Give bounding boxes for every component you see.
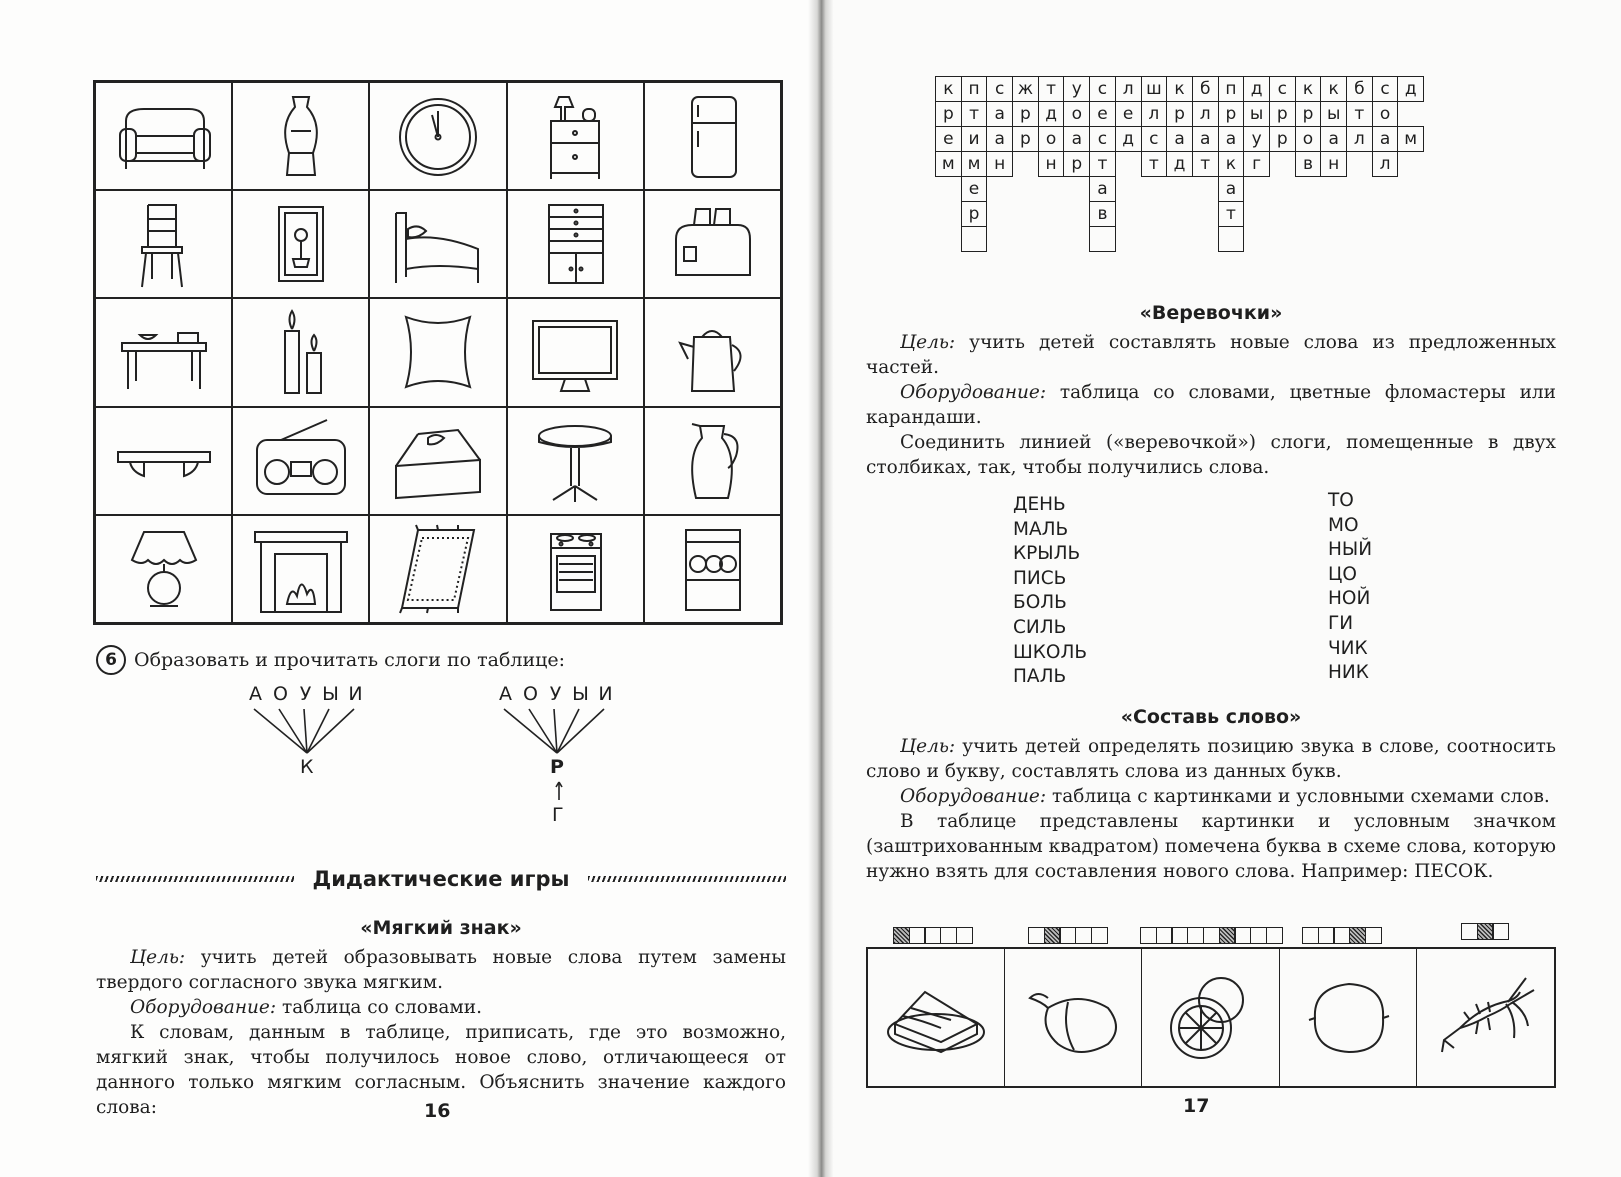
game2-body <box>866 330 1556 480</box>
crossword-cell <box>1269 177 1295 202</box>
furniture-picture-grid <box>93 80 783 625</box>
crossword-cell: у <box>1244 127 1270 152</box>
crossword-cell: в <box>1295 152 1321 177</box>
crossword-cell <box>1295 177 1321 202</box>
crossword-cell: ы <box>1244 102 1270 127</box>
word-part: СИЛЬ <box>1013 616 1067 638</box>
equipment-text: таблица с картинками и условными схемами слов. <box>1046 786 1550 807</box>
word-scheme-pie <box>893 927 972 944</box>
crossword-cell: т <box>1141 152 1167 177</box>
letter-crossword-grid <box>935 76 1424 252</box>
crossword-cell: ж <box>1013 77 1039 102</box>
crossword-cell <box>1244 227 1270 252</box>
framed-picture-picture <box>232 190 369 298</box>
crossword-row <box>936 177 1424 202</box>
crossword-cell: а <box>1090 177 1116 202</box>
crossword-cell: р <box>1269 127 1295 152</box>
radio-picture <box>232 407 369 515</box>
crossword-cell <box>1321 202 1347 227</box>
crossword-cell <box>1398 227 1424 252</box>
crossword-cell <box>1167 177 1193 202</box>
crossword-cell: к <box>1167 77 1193 102</box>
crossword-cell <box>1064 227 1090 252</box>
pillow-picture <box>369 298 506 406</box>
crossword-cell: н <box>1321 152 1347 177</box>
bed-picture <box>369 190 506 298</box>
crossword-cell: м <box>936 152 962 177</box>
crossword-cell: а <box>987 102 1013 127</box>
syllable-column-left <box>1013 493 1087 690</box>
crossword-cell: т <box>1038 77 1064 102</box>
crossword-cell <box>1038 177 1064 202</box>
crossword-cell <box>1295 202 1321 227</box>
crossword-cell: т <box>1218 202 1244 227</box>
candles-picture <box>232 298 369 406</box>
instruction-paragraph: Соединить линией («веревочкой») слоги, помещенные в двух столбиках, так, чтобы получились слова. <box>866 432 1556 478</box>
dishwasher-picture <box>644 515 781 623</box>
word-scheme-crayfish <box>1461 923 1508 940</box>
crossword-cell <box>1090 227 1116 252</box>
crossword-cell <box>1347 227 1373 252</box>
vowel-row-left <box>243 683 368 705</box>
crossword-cell: е <box>961 177 987 202</box>
word-picture-row <box>866 947 1556 1088</box>
equipment-paragraph <box>866 380 1556 430</box>
crossword-cell <box>1038 202 1064 227</box>
crossword-cell: с <box>1269 77 1295 102</box>
crossword-cell <box>987 202 1013 227</box>
arrow-up-g <box>554 780 564 802</box>
crossword-cell: а <box>1218 127 1244 152</box>
vowel-y: Ы <box>572 683 589 705</box>
word-part: ПИСЬ <box>1013 567 1067 589</box>
vowel-row-right <box>493 683 618 705</box>
crossword-cell <box>1398 152 1424 177</box>
crossword-cell <box>1295 227 1321 252</box>
crossword-cell: р <box>1218 102 1244 127</box>
crossword-cell: л <box>1372 152 1398 177</box>
crossword-cell: у <box>1064 77 1090 102</box>
crossword-cell <box>1192 227 1218 252</box>
crossword-cell: а <box>1218 177 1244 202</box>
crossword-cell <box>1372 177 1398 202</box>
instruction-paragraph: К словам, данным в таблице, приписать, где это возможно, мягкий знак, чтобы получилось новое слово, отличающееся от данного только мягким согласным. Объяснить значение каждого слова: <box>96 1022 786 1118</box>
chair-picture <box>95 190 232 298</box>
crossword-cell <box>1038 227 1064 252</box>
crossword-cell <box>1347 202 1373 227</box>
crossword-cell: р <box>1013 102 1039 127</box>
crossword-cell: р <box>936 102 962 127</box>
section-didactic-games <box>96 862 786 896</box>
game-title-soft-sign: «Мягкий знак» <box>360 917 522 939</box>
pie-picture <box>868 949 1005 1086</box>
arrows-left <box>240 705 375 755</box>
vowel-u: У <box>299 683 312 705</box>
crossword-cell: т <box>961 102 987 127</box>
word-part: ТО <box>1328 490 1354 511</box>
vowel-i: И <box>598 683 613 705</box>
page-number-left: 16 <box>424 1100 451 1122</box>
crossword-row <box>936 227 1424 252</box>
crossword-cell: л <box>1192 102 1218 127</box>
crossword-cell <box>1321 177 1347 202</box>
crossword-cell <box>1064 177 1090 202</box>
word-part: НЫЙ <box>1328 539 1373 561</box>
goal-paragraph <box>866 330 1556 380</box>
crossword-cell: р <box>1295 102 1321 127</box>
crossword-cell: к <box>936 77 962 102</box>
consonant-g: Г <box>552 804 564 826</box>
equipment-label: Оборудование: <box>900 786 1047 807</box>
crossword-cell <box>1115 202 1141 227</box>
crossword-cell <box>1013 152 1039 177</box>
crossword-cell <box>987 227 1013 252</box>
vowel-y: Ы <box>322 683 339 705</box>
word-scheme-lemon <box>1302 927 1381 944</box>
crossword-row <box>936 102 1424 127</box>
crossword-cell: к <box>1321 77 1347 102</box>
crossword-cell <box>1269 152 1295 177</box>
crossword-cell: о <box>1295 127 1321 152</box>
crossword-cell: б <box>1347 77 1373 102</box>
crossword-cell <box>1398 102 1424 127</box>
crossword-cell: р <box>961 202 987 227</box>
instruction-paragraph: В таблице представлены картинки и условным значком (заштрихованным квадратом) помечена буква в схеме слова, которую нужно взять для составления нового слова. Например: ПЕСОК. <box>866 811 1556 882</box>
crossword-cell <box>1115 177 1141 202</box>
double-bed-picture <box>369 407 506 515</box>
syllable-column-right <box>1328 489 1372 686</box>
word-part: ПАЛЬ <box>1013 666 1067 688</box>
crossword-cell <box>1013 202 1039 227</box>
crossword-cell <box>961 227 987 252</box>
word-part: ШКОЛЬ <box>1013 641 1088 663</box>
crossword-cell: к <box>1295 77 1321 102</box>
vowel-u: У <box>549 683 562 705</box>
crayfish-picture <box>1417 949 1554 1086</box>
task-number-badge: 6 <box>96 645 126 675</box>
game-title-make-word: «Составь слово» <box>1120 706 1302 728</box>
crossword-cell: а <box>1192 127 1218 152</box>
crossword-cell: а <box>1064 127 1090 152</box>
game1-body <box>96 945 786 1120</box>
crossword-cell: м <box>961 152 987 177</box>
crossword-cell: с <box>1141 127 1167 152</box>
crossword-cell: б <box>1192 77 1218 102</box>
crossword-cell <box>1269 202 1295 227</box>
word-part: МО <box>1328 514 1359 536</box>
crossword-cell: л <box>1347 127 1373 152</box>
crossword-cell: р <box>1167 102 1193 127</box>
rug-picture <box>369 515 506 623</box>
crossword-cell: о <box>1038 127 1064 152</box>
crossword-cell <box>1398 202 1424 227</box>
word-part: ДЕНЬ <box>1013 494 1066 515</box>
crossword-cell <box>1064 202 1090 227</box>
task-6-text: Образовать и прочитать слоги по таблице: <box>134 649 565 671</box>
crossword-cell: н <box>987 152 1013 177</box>
goal-label: Цель: <box>900 736 956 757</box>
crossword-cell: р <box>1013 127 1039 152</box>
word-part: МАЛЬ <box>1013 518 1069 540</box>
word-part: КРЫЛЬ <box>1013 543 1081 565</box>
crossword-cell: р <box>1269 102 1295 127</box>
goal-paragraph <box>866 734 1556 784</box>
crossword-cell <box>1167 202 1193 227</box>
word-part: НИК <box>1328 662 1369 684</box>
crossword-cell: ы <box>1321 102 1347 127</box>
crossword-cell: ш <box>1141 77 1167 102</box>
word-part: НОЙ <box>1328 588 1371 610</box>
arrows-right <box>490 705 625 755</box>
chest-of-drawers-picture <box>507 190 644 298</box>
crossword-cell: п <box>1218 77 1244 102</box>
crossword-cell: о <box>1372 102 1398 127</box>
goal-paragraph <box>96 945 786 995</box>
crossword-cell <box>1167 227 1193 252</box>
goal-text: учить детей определять позицию звука в слове, соотносить слово и букву, составлять слова из данных букв. <box>866 736 1556 782</box>
crossword-row <box>936 202 1424 227</box>
crossword-cell: д <box>1244 77 1270 102</box>
lemon-picture <box>1280 949 1417 1086</box>
stove-picture <box>507 515 644 623</box>
crossword-cell <box>987 177 1013 202</box>
crossword-cell: л <box>1141 102 1167 127</box>
crossword-cell <box>1141 202 1167 227</box>
kettle-picture <box>644 298 781 406</box>
crossword-cell <box>1013 177 1039 202</box>
vowel-a: А <box>249 683 262 705</box>
page-number-right: 17 <box>1183 1095 1210 1117</box>
crossword-cell <box>1244 177 1270 202</box>
crossword-cell: д <box>1038 102 1064 127</box>
crossword-cell <box>936 202 962 227</box>
consonant-k: К <box>300 756 314 778</box>
crossword-cell: и <box>961 127 987 152</box>
word-part: ЦО <box>1328 563 1357 585</box>
goal-label: Цель: <box>130 947 186 968</box>
clock-picture <box>369 82 506 190</box>
orange-picture <box>1142 949 1279 1086</box>
crossword-cell: е <box>1115 102 1141 127</box>
equipment-label: Оборудование: <box>900 382 1047 403</box>
crossword-cell: м <box>1398 127 1424 152</box>
crossword-cell: а <box>1167 127 1193 152</box>
crossword-cell: д <box>1115 127 1141 152</box>
word-scheme-pepper <box>1028 927 1107 944</box>
equipment-paragraph <box>96 995 786 1020</box>
crossword-cell: а <box>1372 127 1398 152</box>
consonant-r: Р <box>550 756 564 778</box>
crossword-cell: т <box>1347 102 1373 127</box>
jug-picture <box>644 407 781 515</box>
decorative-rule <box>96 876 294 882</box>
vowel-a: А <box>499 683 512 705</box>
crossword-cell <box>936 227 962 252</box>
task-6 <box>96 645 565 675</box>
crossword-cell: к <box>1218 152 1244 177</box>
decorative-rule <box>588 876 786 882</box>
vowel-i: И <box>348 683 363 705</box>
crossword-cell <box>1347 177 1373 202</box>
word-part: ГИ <box>1328 612 1354 634</box>
goal-label: Цель: <box>900 332 956 353</box>
crossword-cell: в <box>1090 202 1116 227</box>
vase-picture <box>232 82 369 190</box>
equipment-paragraph <box>866 784 1556 809</box>
crossword-cell <box>1321 227 1347 252</box>
crossword-cell <box>1192 177 1218 202</box>
lamp-picture <box>95 515 232 623</box>
word-part: ЧИК <box>1328 637 1368 659</box>
sofa-picture <box>95 82 232 190</box>
crossword-cell <box>1347 152 1373 177</box>
crossword-cell <box>1218 227 1244 252</box>
crossword-cell <box>1269 227 1295 252</box>
crossword-cell: т <box>1090 152 1116 177</box>
equipment-text: таблица со словами. <box>276 997 482 1018</box>
crossword-row <box>936 127 1424 152</box>
crossword-row <box>936 152 1424 177</box>
word-scheme-orange <box>1140 927 1281 944</box>
game-title-ropes: «Веревочки» <box>1139 302 1283 324</box>
crossword-cell: д <box>1398 77 1424 102</box>
crossword-cell: с <box>1372 77 1398 102</box>
toaster-picture <box>644 190 781 298</box>
crossword-cell <box>1115 227 1141 252</box>
crossword-cell: е <box>936 127 962 152</box>
crossword-cell <box>1372 202 1398 227</box>
crossword-cell <box>1372 227 1398 252</box>
tv-picture <box>507 298 644 406</box>
equipment-text: таблица со словами, цветные фломастеры или карандаши. <box>866 382 1556 428</box>
crossword-cell: р <box>1064 152 1090 177</box>
pepper-picture <box>1005 949 1142 1086</box>
crossword-cell: с <box>1090 127 1116 152</box>
refrigerator-picture <box>644 82 781 190</box>
crossword-cell: е <box>1090 102 1116 127</box>
crossword-cell: л <box>1115 77 1141 102</box>
crossword-cell: с <box>987 77 1013 102</box>
crossword-cell <box>1013 227 1039 252</box>
goal-text: учить детей образовывать новые слова путем замены твердого согласного звука мягким. <box>96 947 786 993</box>
crossword-cell <box>1115 152 1141 177</box>
crossword-cell: а <box>1321 127 1347 152</box>
crossword-row <box>936 77 1424 102</box>
fireplace-picture <box>232 515 369 623</box>
crossword-cell <box>936 177 962 202</box>
crossword-cell <box>1141 177 1167 202</box>
round-table-picture <box>507 407 644 515</box>
shelf-picture <box>95 407 232 515</box>
crossword-cell <box>1192 202 1218 227</box>
crossword-cell: с <box>1090 77 1116 102</box>
vowel-o: О <box>523 683 538 705</box>
crossword-cell: о <box>1064 102 1090 127</box>
word-part: БОЛЬ <box>1013 592 1067 614</box>
goal-text: учить детей составлять новые слова из предложенных частей. <box>866 332 1556 378</box>
crossword-cell: д <box>1167 152 1193 177</box>
crossword-cell: а <box>987 127 1013 152</box>
nightstand-picture <box>507 82 644 190</box>
crossword-cell: г <box>1244 152 1270 177</box>
table-picture <box>95 298 232 406</box>
crossword-cell <box>1141 227 1167 252</box>
vowel-o: О <box>273 683 288 705</box>
crossword-cell <box>1244 202 1270 227</box>
game3-body <box>866 734 1556 884</box>
crossword-cell <box>1398 177 1424 202</box>
crossword-cell: т <box>1192 152 1218 177</box>
section-heading: Дидактические игры <box>312 867 570 891</box>
crossword-cell: п <box>961 77 987 102</box>
crossword-cell: н <box>1038 152 1064 177</box>
equipment-label: Оборудование: <box>130 997 277 1018</box>
